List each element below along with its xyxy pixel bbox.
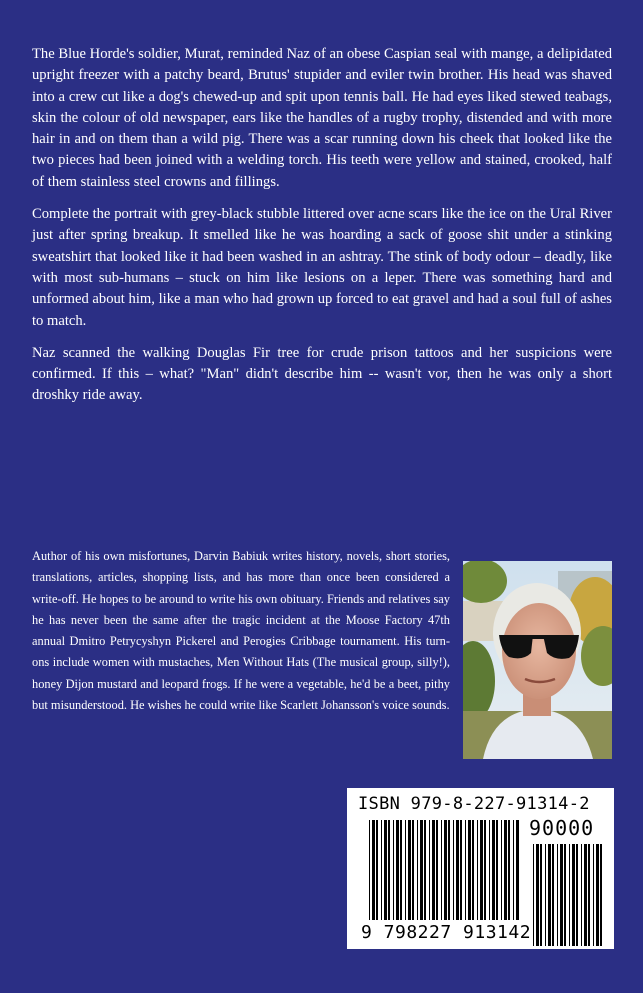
addon-bar [533,844,534,946]
barcode-bar [369,820,370,920]
barcode-bar [477,820,478,920]
barcode-bar [396,820,399,920]
addon-bar [600,844,602,946]
isbn-barcode [347,788,614,949]
barcode-bar [492,820,495,920]
barcode-bar [508,820,510,920]
barcode-bar [456,820,459,920]
barcode-bar [376,820,378,920]
addon-bar [548,844,551,946]
barcode-bar [393,820,394,920]
author-bio-text: Author of his own misfortunes, Darvin Babiuk writes history, novels, short stories, translations, articles, shopping lists, and has more than once been considered a write-off. He hopes to be around to write his own obituary. Friends and relatives say he has never been the same after the tragic incident at the Moose Factory 47th annual Dmitro Petrycyshyn Pickerel and Perogies Cribbage tournament. His turn-ons include women with mustaches, Men Without Hats (The musical group, silly!), honey Dijon mustard and leopard frogs. If he were a vegetable, he'd be a beet, pithy but misunderstood. He wishes he could write like Scarlett Johansson's voice sounds. [32,549,450,713]
barcode-bar [436,820,438,920]
addon-bar [596,844,599,946]
addon-bar [576,844,578,946]
barcode-bar [448,820,450,920]
barcode-bar [516,820,519,920]
addon-bar [552,844,554,946]
barcode-bar [444,820,447,920]
addon-bar [560,844,563,946]
barcode-bar [504,820,507,920]
barcode-bar [429,820,430,920]
blurb-paragraph: Complete the portrait with grey-black stubble littered over acne scars like the ice on the Ural River just after spring breakup. It smelled like he was hoarding a sack of goose shit under a stinking sweatshirt that looked like it had been washed in an ashtray. The stink of body odour – deadly, like with most sub-humans – stuck on him like lesions on a leper. There was something hard and unformed about him, like a man who had grown up forced to eat gravel and had a soul full of ashes to match. [32,206,612,329]
barcode-bar [408,820,411,920]
barcode-bar [513,820,514,920]
isbn-label: ISBN 979-8-227-91314-2 [358,794,590,814]
barcode-bar [432,820,435,920]
barcode-bar [405,820,406,920]
barcode-bar [420,820,423,920]
addon-bar [581,844,582,946]
barcode-bar [384,820,387,920]
addon-bar [557,844,558,946]
price-addon-number: 90000 [529,816,595,840]
barcode-bar [480,820,483,920]
barcode-bar [465,820,466,920]
addon-bar [584,844,587,946]
barcode-bar [489,820,490,920]
barcode-bar [496,820,498,920]
barcode-bar [372,820,375,920]
barcode-bar [468,820,471,920]
addon-bar [564,844,566,946]
barcode-bar [501,820,502,920]
addon-bar [540,844,542,946]
ean-number: 9 798227 913142 [361,922,532,943]
barcode-bar [388,820,390,920]
addon-bar [569,844,570,946]
barcode-bar [453,820,454,920]
addon-bar [572,844,575,946]
addon-bar [536,844,539,946]
addon-bar [545,844,546,946]
blurb-paragraph: Naz scanned the walking Douglas Fir tree for crude prison tattoos and her suspicions were confirmed. If this – what? "Man" didn't describe him -- wasn't vor, then he was only a short droshky ride away. [32,344,612,404]
barcode-bar [424,820,426,920]
blurb-paragraph: The Blue Horde's soldier, Murat, reminded Naz of an obese Caspian seal with mange, a delipidated upright freezer with a patchy beard, Brutus' stupider and eviler twin brother. His head was shaved into a crew cut like a dog's chewed-up and spit upon tennis ball. He had eyes liked stewed teabags, skin the colour of old newspaper, ears like the handles of a rugby trophy, distended and with more hair in and on them than a wild pig. There was a scar running down his cheek that looked like the two pieces had been joined with a welding torch. His teeth were yellow and stained, crooked, half of them stainless steel crowns and fillings. [32,46,612,190]
back-cover-blurb [32,44,612,418]
barcode-bar [381,820,382,920]
barcode-bar [484,820,486,920]
author-photo [463,561,612,759]
author-bio [32,546,450,716]
barcode-bar [441,820,442,920]
addon-bar [593,844,594,946]
addon-bar [588,844,590,946]
barcode-bar [412,820,414,920]
barcode-bar [460,820,462,920]
barcode-bar [417,820,418,920]
barcode-bar [472,820,474,920]
barcode-bar [400,820,402,920]
